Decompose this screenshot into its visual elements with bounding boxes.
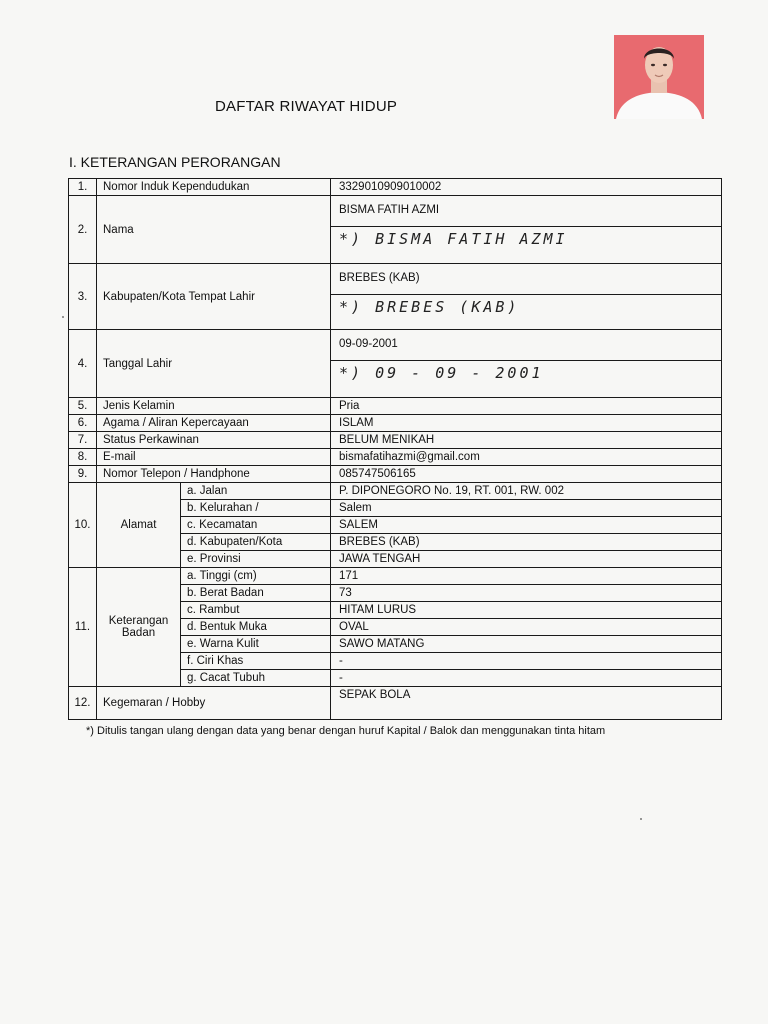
typed-value: 09-09-2001	[331, 330, 721, 361]
field-value-cell	[331, 264, 722, 330]
handwritten-value: *) BISMA FATIH AZMI	[339, 230, 568, 248]
sub-label: d. Kabupaten/Kota	[181, 534, 331, 551]
table-row	[69, 196, 722, 264]
field-value: 3329010909010002	[331, 179, 722, 196]
sub-label: b. Kelurahan /	[181, 500, 331, 517]
field-value-cell	[331, 330, 722, 398]
row-number: 6.	[69, 415, 97, 432]
row-number: 4.	[69, 330, 97, 398]
table-row	[69, 264, 722, 330]
table-row	[69, 568, 722, 585]
table-row	[69, 466, 722, 483]
field-label: Nomor Induk Kependudukan	[97, 179, 331, 196]
sub-label: e. Warna Kulit	[181, 636, 331, 653]
field-value: SEPAK BOLA	[331, 687, 722, 720]
field-label: Kabupaten/Kota Tempat Lahir	[97, 264, 331, 330]
section-title: I. KETERANGAN PERORANGAN	[69, 154, 281, 170]
row-number: 10.	[69, 483, 97, 568]
field-value: Salem	[331, 500, 722, 517]
field-label: Jenis Kelamin	[97, 398, 331, 415]
field-value: -	[331, 653, 722, 670]
row-number: 8.	[69, 449, 97, 466]
personal-data-table	[68, 178, 722, 720]
scan-speck	[640, 818, 642, 820]
row-number: 11.	[69, 568, 97, 687]
table-row	[69, 398, 722, 415]
row-number: 5.	[69, 398, 97, 415]
applicant-photo	[614, 35, 704, 119]
field-label: Nomor Telepon / Handphone	[97, 466, 331, 483]
field-label-line: Keterangan	[108, 615, 169, 627]
table-row	[69, 179, 722, 196]
row-number: 9.	[69, 466, 97, 483]
field-label: Alamat	[97, 483, 181, 568]
field-value: JAWA TENGAH	[331, 551, 722, 568]
sub-label: e. Provinsi	[181, 551, 331, 568]
row-number: 2.	[69, 196, 97, 264]
field-label: Nama	[97, 196, 331, 264]
sub-label: g. Cacat Tubuh	[181, 670, 331, 687]
field-value: ISLAM	[331, 415, 722, 432]
typed-value: BISMA FATIH AZMI	[331, 196, 721, 227]
field-value: SALEM	[331, 517, 722, 534]
row-number: 12.	[69, 687, 97, 720]
sub-label: a. Jalan	[181, 483, 331, 500]
field-label	[97, 568, 181, 687]
row-number: 7.	[69, 432, 97, 449]
field-value: bismafatihazmi@gmail.com	[331, 449, 722, 466]
row-number: 3.	[69, 264, 97, 330]
document-title: DAFTAR RIWAYAT HIDUP	[215, 98, 398, 115]
field-label: E-mail	[97, 449, 331, 466]
sub-label: c. Rambut	[181, 602, 331, 619]
field-value: BREBES (KAB)	[331, 534, 722, 551]
field-value: Pria	[331, 398, 722, 415]
sub-label: d. Bentuk Muka	[181, 619, 331, 636]
field-value: 171	[331, 568, 722, 585]
table-row	[69, 483, 722, 500]
field-value-cell	[331, 196, 722, 264]
sub-label: f. Ciri Khas	[181, 653, 331, 670]
field-label-line: Badan	[121, 627, 156, 639]
field-label: Status Perkawinan	[97, 432, 331, 449]
handwritten-value: *) 09 - 09 - 2001	[339, 364, 544, 382]
field-value: P. DIPONEGORO No. 19, RT. 001, RW. 002	[331, 483, 722, 500]
field-value: 73	[331, 585, 722, 602]
field-value: -	[331, 670, 722, 687]
typed-value: BREBES (KAB)	[331, 264, 721, 295]
table-row	[69, 330, 722, 398]
footnote: *) Ditulis tangan ulang dengan data yang benar dengan huruf Kapital / Balok dan menggunakan tinta hitam	[86, 725, 606, 737]
table-row	[69, 449, 722, 466]
sub-label: b. Berat Badan	[181, 585, 331, 602]
field-value: SAWO MATANG	[331, 636, 722, 653]
field-label: Tanggal Lahir	[97, 330, 331, 398]
field-value: BELUM MENIKAH	[331, 432, 722, 449]
field-value: OVAL	[331, 619, 722, 636]
field-value: 085747506165	[331, 466, 722, 483]
table-row	[69, 687, 722, 720]
row-number: 1.	[69, 179, 97, 196]
field-value: HITAM LURUS	[331, 602, 722, 619]
table-row	[69, 415, 722, 432]
table-row	[69, 432, 722, 449]
handwritten-value: *) BREBES (KAB)	[339, 298, 520, 316]
sub-label: c. Kecamatan	[181, 517, 331, 534]
sub-label: a. Tinggi (cm)	[181, 568, 331, 585]
field-label: Kegemaran / Hobby	[97, 687, 331, 720]
field-label: Agama / Aliran Kepercayaan	[97, 415, 331, 432]
scan-speck	[62, 316, 64, 318]
